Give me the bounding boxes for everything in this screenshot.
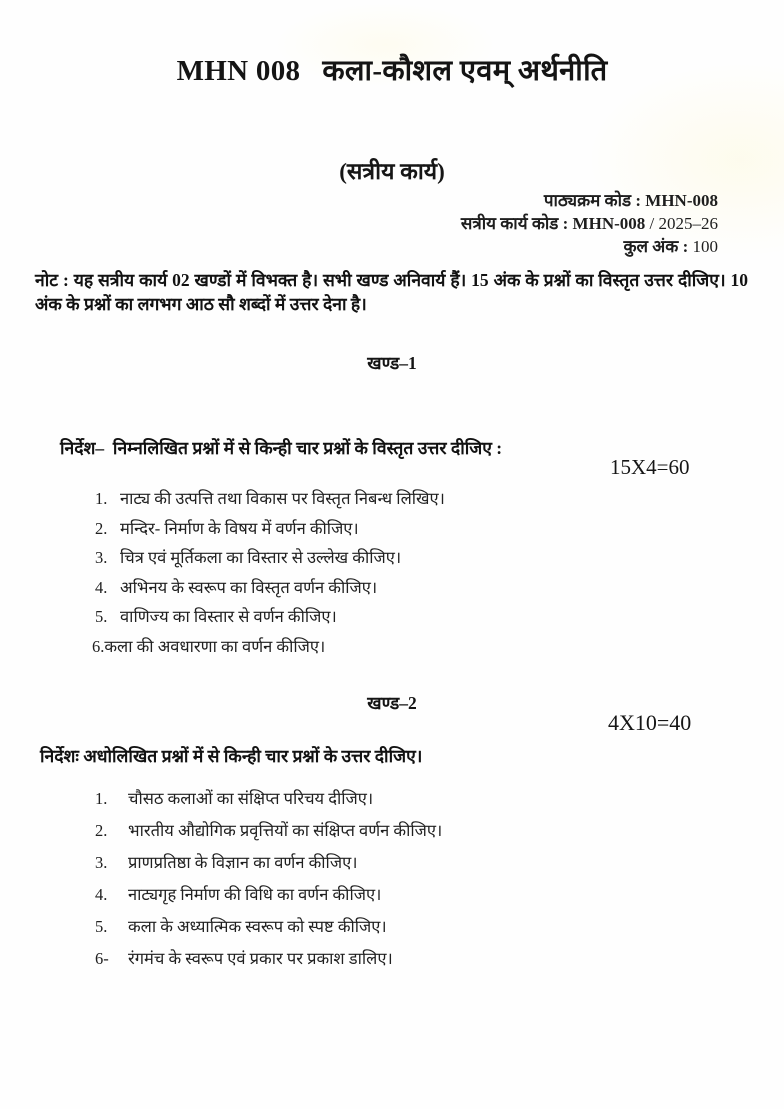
- question-item: [95, 850, 442, 873]
- meta-session-code-label: सत्रीय कार्य कोड :: [460, 214, 569, 233]
- meta-total-marks: [461, 235, 718, 258]
- meta-course-code-value: MHN-008: [645, 191, 718, 210]
- meta-course-code-label: पाठ्यक्रम कोड :: [543, 191, 642, 210]
- section-2-question-list: [95, 786, 442, 978]
- section-2-marks: 4X10=40: [608, 710, 692, 735]
- question-number: 4.: [95, 577, 108, 597]
- question-text: भारतीय औद्योगिक प्रवृत्तियों का संक्षिप्त वर्णन कीजिए।: [128, 821, 443, 840]
- meta-session-code: [461, 212, 718, 235]
- question-text: अभिनय के स्वरूप का विस्तृत वर्णन कीजिए।: [120, 577, 378, 597]
- meta-session-code-year: / 2025–26: [649, 214, 718, 233]
- question-number: 6-: [95, 949, 109, 968]
- section-1-marks: 15X4=60: [610, 455, 690, 479]
- meta-total-marks-label: कुल अंक :: [623, 237, 689, 256]
- page-title: [0, 50, 784, 89]
- section-1-question-list: [92, 486, 445, 663]
- question-item: [95, 575, 445, 598]
- question-item: [95, 545, 445, 568]
- section-1-instruction: निर्देश– निम्नलिखित प्रश्नों में से किन्ही चार प्रश्नों के विस्तृत उत्तर दीजिए :: [60, 438, 503, 458]
- question-item: [92, 634, 445, 657]
- page-subtitle: (सत्रीय कार्य): [339, 159, 445, 184]
- question-number: 1.: [95, 489, 108, 508]
- question-number: 6.: [92, 636, 105, 656]
- question-item: [95, 604, 445, 627]
- section-1-heading: खण्ड–1: [367, 353, 417, 373]
- question-text: मन्दिर- निर्माण के विषय में वर्णन कीजिए।: [120, 518, 359, 538]
- question-number: 2.: [95, 518, 108, 538]
- question-item: [95, 786, 442, 809]
- question-number: 3.: [95, 853, 108, 872]
- meta-total-marks-value: 100: [692, 237, 718, 256]
- question-text: प्राणप्रतिष्ठा के विज्ञान का वर्णन कीजिए।: [128, 853, 358, 872]
- question-item: [95, 486, 445, 509]
- question-text: रंगमंच के स्वरूप एवं प्रकार पर प्रकाश डालिए।: [128, 949, 393, 968]
- meta-session-code-value: MHN-008: [572, 214, 646, 233]
- question-number: 4.: [95, 885, 108, 904]
- section-2-heading: खण्ड–2: [367, 693, 417, 713]
- question-number: 2.: [95, 821, 108, 840]
- question-text: नाट्य की उत्पत्ति तथा विकास पर विस्तृत निबन्ध लिखिए।: [120, 489, 445, 508]
- question-item: [95, 946, 442, 969]
- question-number: 5.: [95, 607, 108, 626]
- question-item: [95, 882, 442, 905]
- section-2-instruction: निर्देशः अधोलिखित प्रश्नों में से किन्ही चार प्रश्नों के उत्तर दीजिए।: [40, 746, 423, 766]
- question-item: [95, 818, 442, 841]
- question-number: 5.: [95, 917, 108, 936]
- meta-course-code: [461, 189, 718, 212]
- question-text: चित्र एवं मूर्तिकला का विस्तार से उल्लेख कीजिए।: [120, 548, 402, 567]
- question-text: कला के अध्यात्मिक स्वरूप को स्पष्ट कीजिए।: [128, 917, 387, 936]
- question-text: कला की अवधारणा का वर्णन कीजिए।: [104, 636, 326, 656]
- meta-block: [461, 189, 718, 258]
- course-code-title: MHN 008: [176, 55, 301, 87]
- question-text: नाट्यगृह निर्माण की विधि का वर्णन कीजिए।: [128, 885, 382, 904]
- course-name-title: कला-कौशल एवम् अर्थनीति: [322, 55, 608, 87]
- question-number: 1.: [95, 789, 108, 808]
- question-item: [95, 516, 445, 539]
- question-item: [95, 914, 442, 937]
- question-number: 3.: [95, 548, 108, 567]
- question-text: वाणिज्य का विस्तार से वर्णन कीजिए।: [120, 607, 337, 626]
- question-text: चौसठ कलाओं का संक्षिप्त परिचय दीजिए।: [128, 789, 374, 808]
- note-paragraph: नोट : यह सत्रीय कार्य 02 खण्डों में विभक्त है। सभी खण्ड अनिवार्य हैं। 15 अंक के प्रश्नों का विस्तृत उत्तर दीजिए। 10 अंक के प्रश्नों का लगभग आठ सौ शब्दों में उत्तर देना है।: [35, 270, 748, 314]
